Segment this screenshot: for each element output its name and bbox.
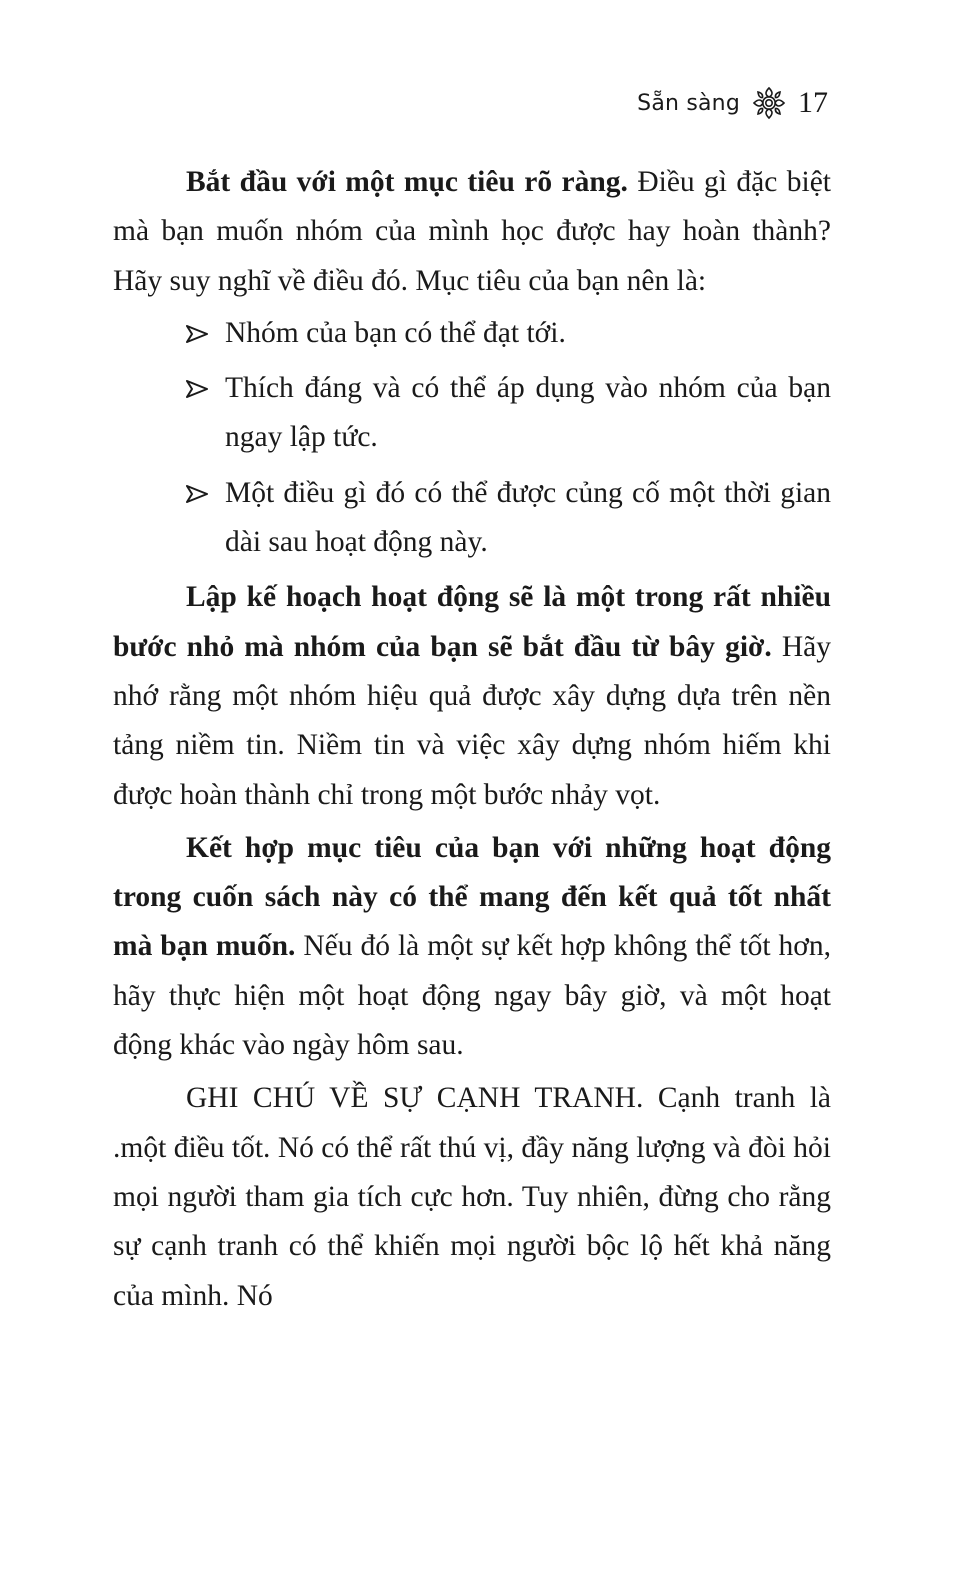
list-item-text: Thích đáng và có thể áp dụng vào nhóm của bạn ngay lập tức.	[225, 372, 831, 454]
list-item	[113, 469, 831, 568]
arrowhead-bullet-icon	[186, 485, 208, 503]
paragraph-planning	[113, 573, 831, 819]
paragraph-text: Hãy nhớ rằng một nhóm hiệu quả được xây dựng dựa trên nền tảng niềm tin. Niềm tin và việc xây dựng nhóm hiếm khi được hoàn thành chỉ trong một bước nhảy vọt.	[113, 630, 831, 811]
list-item	[113, 364, 831, 463]
paragraph-lead: Lập kế hoạch hoạt động sẽ là một trong rất nhiều bước nhỏ mà nhóm của bạn sẽ bắt đầu từ bây giờ.	[113, 581, 831, 663]
arrowhead-bullet-icon	[186, 380, 208, 398]
page-number: 17	[798, 86, 828, 119]
chapter-title: Sẵn sàng	[637, 90, 740, 116]
flower-ornament-icon	[752, 86, 786, 120]
paragraph-competition	[113, 1074, 831, 1320]
list-item-text: Một điều gì đó có thể được củng cố một thời gian dài sau hoạt động này.	[225, 476, 831, 559]
paragraph-combine	[113, 824, 831, 1070]
paragraph-text: Điều gì đặc biệt mà bạn muốn nhóm của mình học được hay hoàn thành? Hãy suy nghĩ về điều đó. Mục tiêu của bạn nên là:	[113, 166, 831, 297]
paragraph-lead: Kết hợp mục tiêu của bạn với những hoạt động trong cuốn sách này có thể mang đến kết quả tốt nhất mà bạn muốn.	[113, 831, 831, 963]
goal-criteria-list	[113, 309, 831, 567]
running-header	[637, 86, 828, 120]
list-item-text: Nhóm của bạn có thể đạt tới.	[225, 316, 566, 349]
paragraph-goal	[113, 158, 831, 306]
paragraph-text: Nếu đó là một sự kết hợp không thể tốt hơn, hãy thực hiện một hoạt động ngay bây giờ, và một hoạt động khác vào ngày hôm sau.	[113, 930, 831, 1062]
page-body	[113, 158, 831, 1321]
paragraph-text: GHI CHÚ VỀ SỰ CẠNH TRANH. Cạnh tranh là .một điều tốt. Nó có thể rất thú vị, đầy năng lượng và đòi hỏi mọi người tham gia tích cực hơn. Tuy nhiên, đừng cho rằng sự cạnh tranh có thể khiến mọi người bộc lộ hết khả năng của mình. Nó	[113, 1082, 831, 1312]
arrowhead-bullet-icon	[186, 325, 208, 343]
paragraph-lead: Bắt đầu với một mục tiêu rõ ràng.	[186, 166, 628, 198]
list-item	[113, 309, 831, 358]
